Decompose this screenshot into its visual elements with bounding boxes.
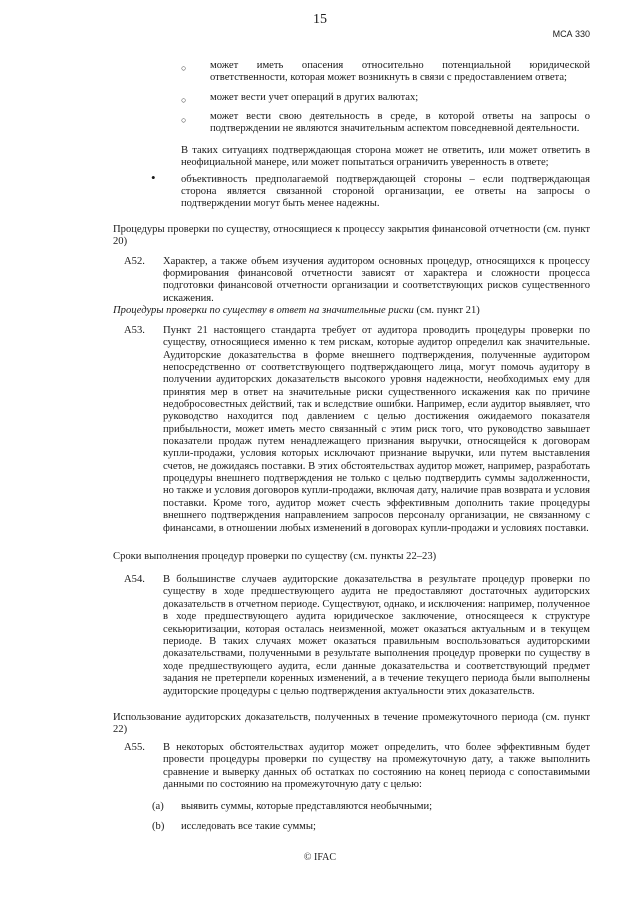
section-heading-closing: Процедуры проверки по существу, относящиеся к процессу закрытия финансовой отчетности (см. пункт 20) xyxy=(113,224,590,248)
heading-italic: Процедуры проверки по существу в ответ на значительные риски xyxy=(113,305,414,316)
list-item-label: (a) xyxy=(152,801,164,812)
sub-bullet-icon: ○ xyxy=(181,63,187,73)
sub-bullet-text: может вести свою деятельность в среде, в которой ответы на запросы о подтверждении не являются значительным аспектом повседневной деятельности. xyxy=(210,111,590,135)
section-heading-timing: Сроки выполнения процедур проверки по существу (см. пункты 22–23) xyxy=(113,551,437,562)
sub-bullet-text: может вести учет операций в других валютах; xyxy=(210,92,419,103)
paragraph-label: A55. xyxy=(124,742,145,753)
sub-bullet-icon: ○ xyxy=(181,95,187,105)
bullet-text: объективность предполагаемой подтверждающей стороны – если подтверждающая сторона является связанной стороной организации, ее ответы на запросы о подтверждении могут быть менее надежны. xyxy=(181,174,590,210)
paragraph-text-a54: В большинстве случаев аудиторские доказательства в результате процедур проверки по существу в ходе предшествующего аудита не предоставляют достаточных аудиторских доказательств в отчетном периоде. Существуют, однако, и исключения: например, полученное в ходе предшествующего аудита юридическое заключение, относящееся к структуре секьюритизации, которая осталась неизменной, может оказаться актуальным и в текущем периоде. В таких случаях может оказаться правильным воспользоваться аудиторскими доказательствами, полученными в результате выполнения процедур проверки по существу в ходе предшествующего аудита, если данные доказательства и соответствующий предмет задания не претерпели коренных изменений, а в течение текущего периода были выполнены аудиторские процедуры с целью подтверждения актуальности этих доказательств. xyxy=(163,574,590,697)
list-item-text: исследовать все такие суммы; xyxy=(181,821,316,832)
list-item-label: (b) xyxy=(152,821,165,832)
paragraph-label: A52. xyxy=(124,256,145,267)
paragraph-text-a52: Характер, а также объем изучения аудитором основных процедур, относящихся к процессу формирования финансовой отчетности зависят от характера и сложности процесса подготовки финансовой отчетности организации и соответствующих рисков существенного искажения. xyxy=(163,256,590,304)
sub-bullet-icon: ○ xyxy=(181,115,187,125)
sub-bullet-text: может иметь опасения относительно потенциальной юридической ответственности, которая может возникнуть в связи с предоставлением ответа; xyxy=(210,60,590,84)
standard-code: МСА 330 xyxy=(552,29,590,39)
paragraph-label: A54. xyxy=(124,574,145,585)
section-heading-interim: Использование аудиторских доказательств, полученных в течение промежуточного периода (см. пункт 22) xyxy=(113,712,590,736)
paragraph-label: A53. xyxy=(124,325,145,336)
list-item-text: выявить суммы, которые представляются необычными; xyxy=(181,801,433,812)
paragraph-text-a53: Пункт 21 настоящего стандарта требует от аудитора проводить процедуры проверки по существу, относящиеся именно к тем рискам, которые аудитор определил как значительные. Аудиторские доказательства в форме внешнего подтверждения, полученные аудитором непосредственно от соответствующего подтверждающего лица, могут помочь аудитору в получении аудиторских доказательств высокого уровня надежности, необходимых ему для принятия мер в ответ на значительные риски существенного искажения как по причине недобросовестных действий, так и вследствие ошибки. Например, если аудитор выявляет, что руководство находится под давлением с целью достижения ожидаемого показателя прибыльности, может иметь место связанный с этим риск того, что руководство завышает показатели продаж путем ненадлежащего признания выручки, относящейся к договорам купли-продажи, условия которых исключают признание выручки, или путем выставления счетов, не дожидаясь поставки. В этих обстоятельствах аудитор может, например, разработать процедуры внешнего подтверждения не только с целью подтвердить суммы задолженности, но также и условия договоров купли-продажи, включая дату, наличие прав возврата и условия поставки. Кроме того, аудитор может счесть эффективным дополнить такие процедуры внешнего подтверждения направлением запросов персоналу организации, не связанному с финансами, в отношении любых изменений в договорах купли-продажи и условиях поставки. xyxy=(163,325,590,534)
page-number: 15 xyxy=(313,12,327,27)
continuation-text: В таких ситуациях подтверждающая сторона может не ответить, или может ответить в неофициальной манере, или может попытаться ограничить уверенность в ответе; xyxy=(181,145,590,169)
section-heading-significant-risks xyxy=(113,305,590,317)
bullet-icon: • xyxy=(151,170,156,185)
footer-copyright: © IFAC xyxy=(303,852,337,863)
paragraph-text-a55: В некоторых обстоятельствах аудитор может определить, что более эффективным будет провести процедуры проверки по существу на промежуточную дату, а также выполнить сравнение и выверку данных об остатках по состоянию на конец периода с сопоставимыми данными по состоянию на промежуточную дату с целью: xyxy=(163,742,590,791)
heading-reference: (см. пункт 21) xyxy=(413,305,480,316)
